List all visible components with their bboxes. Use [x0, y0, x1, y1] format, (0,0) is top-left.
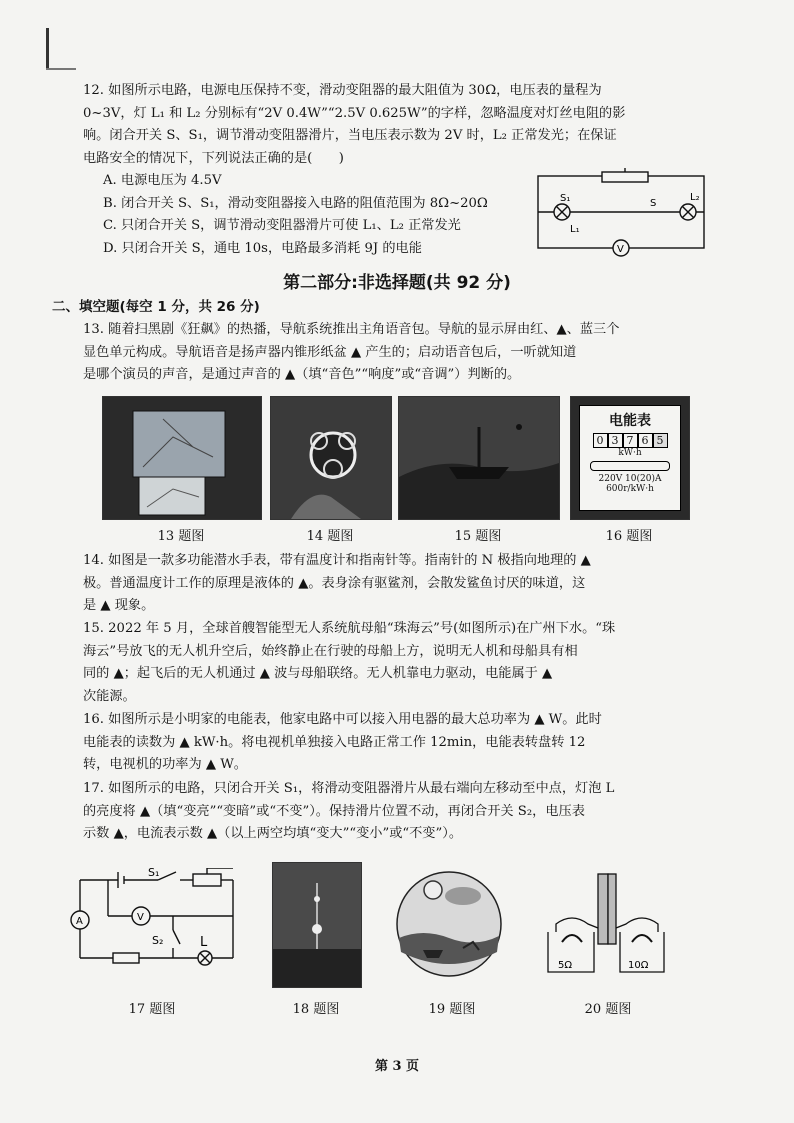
- q12-label-l1: L₁: [570, 224, 580, 235]
- q13-line: 13. 随着扫黑剧《狂飙》的热播，导航系统推出主角语音包。导航的显示屏由红、▲、蓝三个: [83, 322, 620, 337]
- page-number: 第 3 页: [374, 1059, 420, 1074]
- question-16: [83, 709, 602, 777]
- rheostat-symbol: [602, 172, 648, 182]
- meter-digit: 6: [638, 433, 653, 448]
- q12-option-b: B. 闭合开关 S、S₁，滑动变阻器接入电路的阻值范围为 8Ω~20Ω: [103, 195, 488, 211]
- fig20-label-r1: 5Ω: [558, 960, 573, 971]
- q12-label-l2: L₂: [690, 192, 700, 203]
- q12-line: 电路安全的情况下，下列说法正确的是( ): [83, 150, 344, 166]
- fig17-resistor: [113, 953, 139, 963]
- figure-15-ship-photo: [398, 396, 560, 520]
- q15-line: 次能源。: [83, 688, 136, 704]
- figure-18-photo: [272, 862, 362, 988]
- figure-16-electric-meter: [570, 396, 690, 520]
- q15-line: 15. 2022 年 5 月，全球首艘智能型无人系统航母船“珠海云”号(如图所示)在广州下水。“珠: [83, 621, 616, 636]
- figure-13-nav-photo: [102, 396, 262, 520]
- sun-icon: [424, 881, 442, 899]
- caption-13: 13 题图: [157, 529, 205, 544]
- q15-line: 同的 ▲；起飞后的无人机通过 ▲ 波与母船联络。无人机靠电力驱动，电能属于 ▲: [83, 666, 553, 681]
- meter-rating: 220V 10(20)A: [598, 474, 662, 484]
- figure-19-water-cycle-illustration: [393, 868, 505, 980]
- question-15: [83, 618, 615, 708]
- fig17-label-s1: S₁: [148, 868, 160, 879]
- corner-mark-foot: [46, 68, 76, 70]
- caption-16: 16 题图: [605, 529, 653, 544]
- q13-line: 是哪个演员的声音，是通过声音的 ▲（填“音色”“响度”或“音调”）判断的。: [83, 367, 521, 382]
- q12-label-s: S: [650, 198, 657, 209]
- q17-line: 示数 ▲，电流表示数 ▲（以上两空均填“变大”“变小”或“不变”）。: [83, 826, 463, 841]
- meter-digit-decimal: 5: [653, 433, 668, 448]
- meter-digits: [580, 433, 680, 448]
- caption-19: 19 题图: [428, 1002, 476, 1017]
- q12-circuit-diagram: [530, 168, 710, 258]
- q12-line: 响。闭合开关 S、S₁，调节滑动变阻器滑片，当电压表示数为 2V 时，L₂ 正常发光；在保证: [83, 128, 617, 143]
- meter-title: 电能表: [609, 413, 651, 429]
- meter-digit: 3: [608, 433, 623, 448]
- fig20-label-r2: 10Ω: [628, 960, 649, 971]
- q15-line: 海云”号放飞的无人机升空后，始终静止在行驶的母船上方，说明无人机和母船具有相: [83, 643, 578, 659]
- q12-label-s1: S₁: [560, 193, 571, 204]
- caption-20: 20 题图: [584, 1002, 632, 1017]
- q17-line: 17. 如图所示的电路，只闭合开关 S₁，将滑动变阻器滑片从最右端向左移动至中点，灯泡 L: [83, 781, 615, 796]
- question-13: [83, 319, 619, 387]
- q12-option-a: A. 电源电压为 4.5V: [103, 173, 222, 188]
- meter-digit: 0: [593, 433, 608, 448]
- section2-header: 二、填空题(每空 1 分，共 26 分): [52, 299, 260, 315]
- caption-14: 14 题图: [306, 529, 354, 544]
- meter-revolutions: 600r/kW·h: [606, 484, 654, 494]
- q12-line: 12. 如图所示电路，电源电压保持不变，滑动变阻器的最大阻值为 30Ω，电压表的量程为: [83, 83, 602, 98]
- question-17: [83, 778, 614, 846]
- meter-unit: kW·h: [618, 448, 642, 458]
- fig17-label-l: L: [200, 935, 208, 950]
- caption-18: 18 题图: [292, 1002, 340, 1017]
- figure-17-circuit: [68, 868, 248, 968]
- q12-line: 0~3V，灯 L₁ 和 L₂ 分别标有“2V 0.4W”“2.5V 0.625W”的字样，忽略温度对灯丝电阻的影: [83, 105, 626, 121]
- q13-line: 显色单元构成。导航语音是扬声器内锥形纸盆 ▲ 产生的；启动语音包后，一听就知道: [83, 344, 577, 360]
- q12-option-c: C. 只闭合开关 S，调节滑动变阻器滑片可使 L₁、L₂ 正常发光: [103, 218, 461, 233]
- fig17-label-v: V: [137, 912, 144, 923]
- fig17-label-s2: S₂: [152, 934, 164, 947]
- q16-line: 16. 如图所示是小明家的电能表，他家电路中可以接入用电器的最大总功率为 ▲ W。此时: [83, 712, 602, 727]
- fig17-label-a: A: [76, 916, 83, 927]
- corner-mark: [46, 28, 49, 70]
- q17-line: 的亮度将 ▲（填“变亮”“变暗”或“不变”）。保持滑片位置不动，再闭合开关 S₂，电压表: [83, 803, 585, 819]
- caption-15: 15 题图: [454, 529, 502, 544]
- q16-line: 转，电视机的功率为 ▲ W。: [83, 757, 247, 772]
- q14-line: 是 ▲ 现象。: [83, 598, 155, 613]
- q12-label-v: V: [617, 244, 624, 255]
- q16-line: 电能表的读数为 ▲ kW·h。将电视机单独接入电路正常工作 12min，电能表转盘转 12: [83, 734, 586, 750]
- fig17-rheostat: [193, 874, 221, 886]
- figure-20-apparatus: [544, 872, 668, 980]
- question-14: [83, 550, 591, 618]
- caption-17: 17 题图: [128, 1002, 176, 1017]
- q12-option-d: D. 只闭合开关 S，通电 10s，电路最多消耗 9J 的电能: [103, 240, 422, 256]
- cloud-icon: [445, 887, 481, 905]
- meter-digit: 7: [623, 433, 638, 448]
- meter-disc-window: [590, 461, 670, 471]
- q14-line: 14. 如图是一款多功能潜水手表，带有温度计和指南针等。指南针的 N 极指向地理的 ▲: [83, 553, 591, 568]
- q14-line: 极。普通温度计工作的原理是液体的 ▲。表身涂有驱鲨剂，会散发鲨鱼讨厌的味道，这: [83, 575, 586, 591]
- part2-title: 第二部分:非选择题(共 92 分): [283, 273, 511, 293]
- figure-14-watch-photo: [270, 396, 392, 520]
